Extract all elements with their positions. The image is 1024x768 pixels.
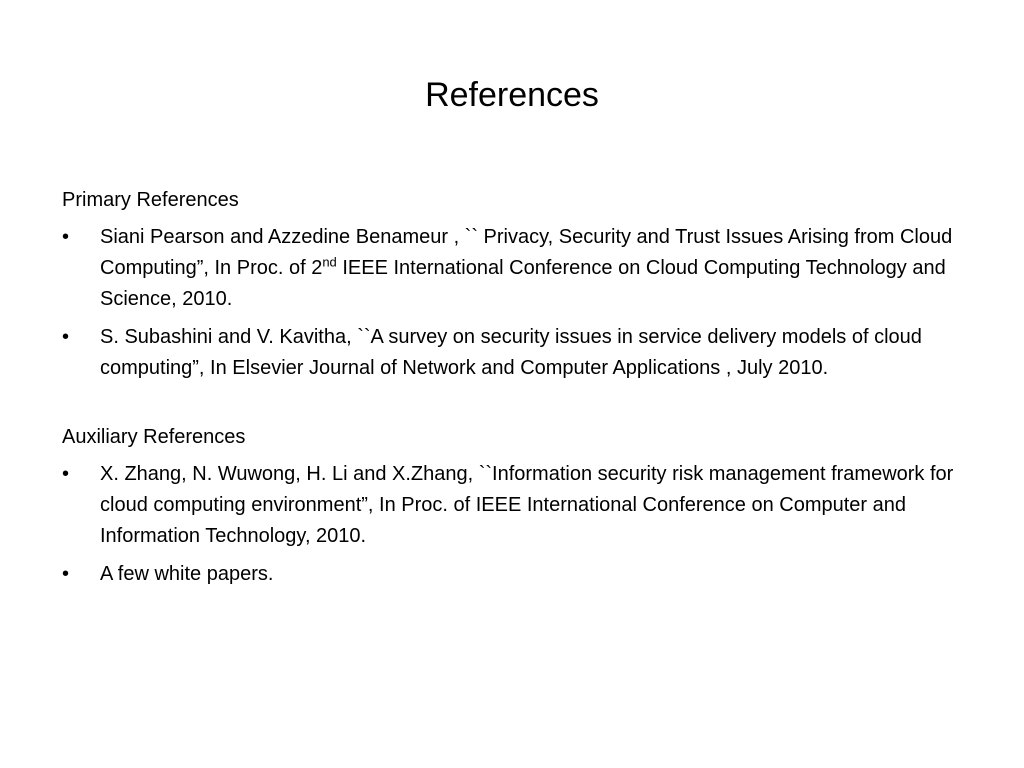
reference-superscript: nd [322,254,337,270]
section-spacer [62,391,962,422]
reference-item [62,559,962,590]
bullet-icon: • [62,463,70,485]
reference-text: A few white papers. [100,563,274,585]
reference-text: Siani Pearson and Azzedine Benameur , `` Privacy, Security and Trust Issues Arising from Cloud Computing”, In Proc. of 2 [100,226,953,279]
reference-list-primary [62,222,962,384]
slide-title: References [425,76,599,114]
reference-text-continued: IEEE International Conference on Cloud Computing Technology and Science, 2010. [100,257,946,310]
section-heading-primary: Primary References [62,189,239,211]
reference-item [62,222,962,315]
bullet-icon: • [62,226,70,248]
bullet-icon: • [62,563,70,585]
reference-text: S. Subashini and V. Kavitha, ``A survey on security issues in service delivery models of cloud computing”, In Elsevier Journal of Network and Computer Applications , July 2010. [100,326,922,379]
reference-item [62,459,962,552]
reference-text: X. Zhang, N. Wuwong, H. Li and X.Zhang, ``Information security risk management framework for cloud computing environment”, In Proc. of IEEE International Conference on Computer and Information Technology, 2010. [100,463,954,547]
reference-list-auxiliary [62,459,962,590]
reference-item [62,322,962,384]
section-heading-auxiliary: Auxiliary References [62,426,246,448]
bullet-icon: • [62,326,70,348]
slide-body [62,185,962,597]
